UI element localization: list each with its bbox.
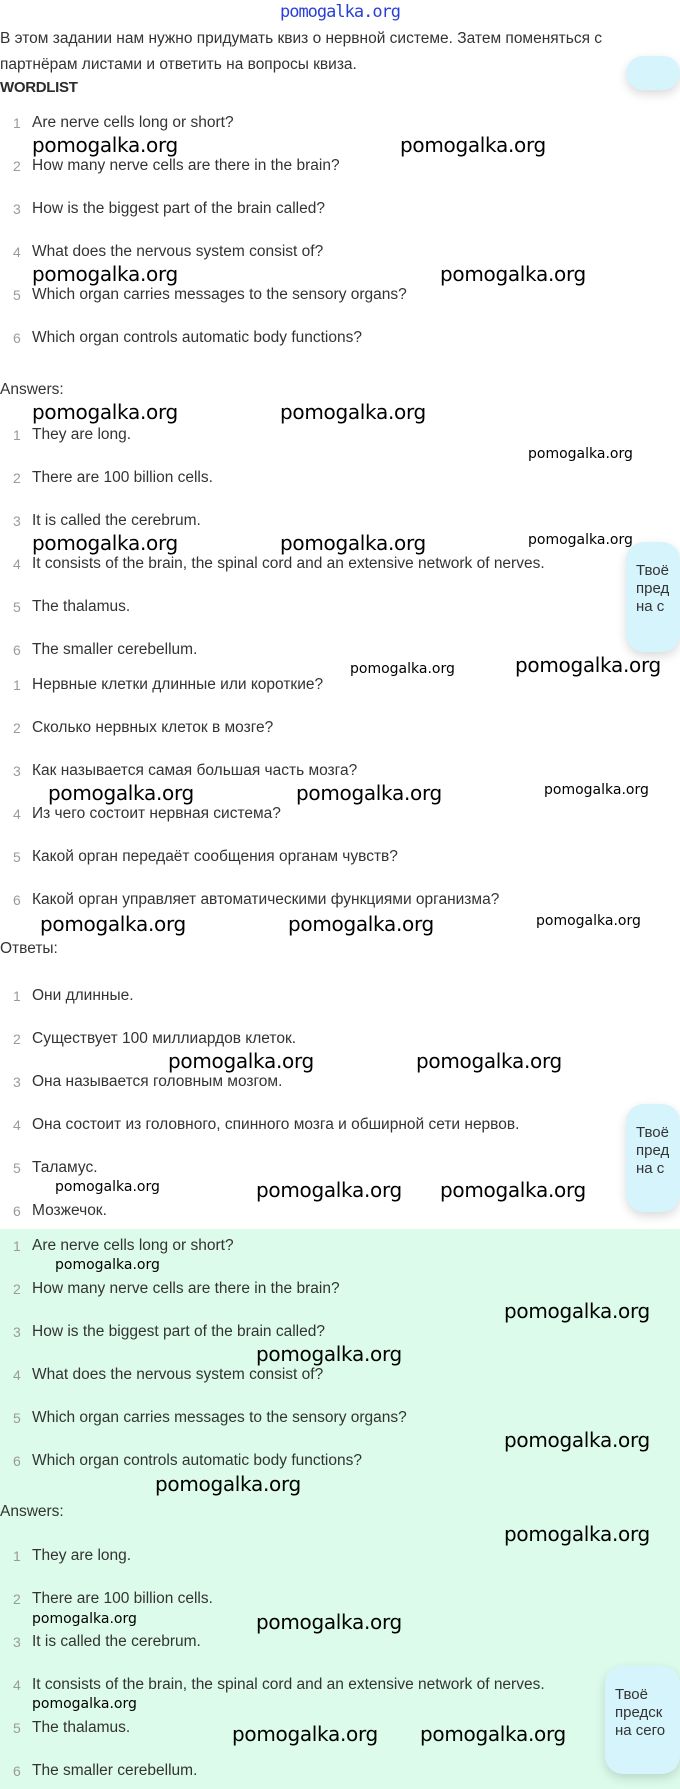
watermark: pomogalka.org	[155, 1472, 301, 1496]
item-number: 2	[13, 720, 21, 736]
item-text: Which organ carries messages to the sensory organs?	[32, 286, 407, 303]
item-text: It is called the cerebrum.	[32, 512, 201, 529]
watermark: pomogalka.org	[420, 1722, 566, 1746]
watermark: pomogalka.org	[48, 781, 194, 805]
item-text: Как называется самая большая часть мозга?	[32, 762, 358, 779]
item-number: 5	[13, 287, 21, 303]
item-text: Какой орган управляет автоматическими функциями организма?	[32, 891, 500, 908]
item-number: 6	[13, 1763, 21, 1779]
watermark: pomogalka.org	[504, 1428, 650, 1452]
watermark: pomogalka.org	[55, 1257, 160, 1273]
item-number: 2	[13, 158, 21, 174]
watermark: pomogalka.org	[32, 531, 178, 555]
watermark: pomogalka.org	[256, 1342, 402, 1366]
site-header-link[interactable]: pomogalka.org	[279, 2, 401, 22]
answers-en-label: Answers:	[0, 381, 64, 398]
watermark: pomogalka.org	[440, 262, 586, 286]
item-text: Нервные клетки длинные или короткие?	[32, 676, 324, 693]
watermark: pomogalka.org	[504, 1522, 650, 1546]
item-text: Таламус.	[32, 1159, 98, 1176]
watermark: pomogalka.org	[440, 1178, 586, 1202]
item-text: The smaller cerebellum.	[32, 1762, 198, 1779]
wordlist-heading: WORDLIST	[0, 79, 78, 96]
watermark: pomogalka.org	[32, 1611, 137, 1627]
bubble-text-line: на сего	[615, 1722, 666, 1739]
watermark: pomogalka.org	[280, 531, 426, 555]
watermark: pomogalka.org	[32, 133, 178, 157]
item-text: Are nerve cells long or short?	[32, 1237, 234, 1254]
watermark: pomogalka.org	[55, 1179, 160, 1195]
item-number: 6	[13, 330, 21, 346]
bubble-text-line: Твоё	[636, 1124, 669, 1141]
answers-en-repeat-label: Answers:	[0, 1503, 64, 1520]
bubble-text-line: пред	[636, 580, 670, 597]
item-number: 1	[13, 988, 21, 1004]
item-text: The smaller cerebellum.	[32, 641, 198, 658]
item-text: Она состоит из головного, спинного мозга и обширной сети нервов.	[32, 1116, 520, 1133]
item-number: 3	[13, 763, 21, 779]
watermark: pomogalka.org	[40, 912, 186, 936]
item-number: 1	[13, 427, 21, 443]
item-number: 2	[13, 1591, 21, 1607]
item-text: Which organ controls automatic body functions?	[32, 1452, 362, 1469]
watermark: pomogalka.org	[528, 446, 633, 462]
item-text: The thalamus.	[32, 1719, 131, 1736]
watermark: pomogalka.org	[416, 1049, 562, 1073]
item-number: 3	[13, 1634, 21, 1650]
item-number: 4	[13, 806, 21, 822]
item-number: 5	[13, 599, 21, 615]
watermark: pomogalka.org	[544, 782, 649, 798]
watermark: pomogalka.org	[256, 1178, 402, 1202]
item-text: They are long.	[32, 1547, 132, 1564]
intro-text: В этом задании нам нужно придумать квиз о нервной системе. Затем поменяться с партнёрам листами и ответить на вопросы квиза.	[0, 30, 603, 73]
bubble-text-line: Твоё	[636, 562, 669, 579]
watermark: pomogalka.org	[32, 1696, 137, 1712]
bubble-text-line: предск	[615, 1704, 663, 1721]
watermark: pomogalka.org	[256, 1610, 402, 1634]
item-number: 2	[13, 1281, 21, 1297]
watermark: pomogalka.org	[350, 661, 455, 677]
item-number: 6	[13, 892, 21, 908]
item-text: How is the biggest part of the brain called?	[32, 1323, 325, 1340]
item-text: It is called the cerebrum.	[32, 1633, 201, 1650]
chat-bubble-top[interactable]	[626, 56, 680, 90]
bubble-text-line: Твоё	[615, 1686, 648, 1703]
item-text: Which organ carries messages to the sensory organs?	[32, 1409, 407, 1426]
watermark: pomogalka.org	[288, 912, 434, 936]
item-number: 3	[13, 1074, 21, 1090]
item-text: Сколько нервных клеток в мозге?	[32, 719, 274, 736]
watermark: pomogalka.org	[504, 1299, 650, 1323]
bubble-text-line: на с	[636, 598, 665, 615]
chat-bubble[interactable]	[626, 1104, 680, 1212]
item-text: Мозжечок.	[32, 1202, 107, 1219]
watermark: pomogalka.org	[32, 262, 178, 286]
item-number: 1	[13, 1548, 21, 1564]
item-number: 4	[13, 1117, 21, 1133]
item-number: 6	[13, 1453, 21, 1469]
item-number: 1	[13, 677, 21, 693]
item-text: What does the nervous system consist of?	[32, 1366, 324, 1383]
item-text: What does the nervous system consist of?	[32, 243, 324, 260]
item-number: 5	[13, 849, 21, 865]
item-text: They are long.	[32, 426, 132, 443]
chat-bubble[interactable]	[605, 1666, 680, 1774]
watermark: pomogalka.org	[168, 1049, 314, 1073]
watermark: pomogalka.org	[528, 532, 633, 548]
item-number: 5	[13, 1160, 21, 1176]
item-number: 3	[13, 513, 21, 529]
item-text: Are nerve cells long or short?	[32, 114, 234, 131]
item-text: How many nerve cells are there in the brain?	[32, 1280, 340, 1297]
watermark: pomogalka.org	[280, 400, 426, 424]
item-number: 4	[13, 244, 21, 260]
item-number: 5	[13, 1720, 21, 1736]
watermark: pomogalka.org	[400, 133, 546, 157]
item-text: Какой орган передаёт сообщения органам чувств?	[32, 848, 398, 865]
item-number: 4	[13, 556, 21, 572]
watermark: pomogalka.org	[515, 653, 661, 677]
item-number: 1	[13, 1238, 21, 1254]
item-text: Which organ controls automatic body functions?	[32, 329, 362, 346]
watermark: pomogalka.org	[232, 1722, 378, 1746]
item-text: The thalamus.	[32, 598, 131, 615]
item-number: 2	[13, 470, 21, 486]
item-text: Существует 100 миллиардов клеток.	[32, 1030, 297, 1047]
item-number: 2	[13, 1031, 21, 1047]
watermark: pomogalka.org	[536, 913, 641, 929]
item-text: It consists of the brain, the spinal cord and an extensive network of nerves.	[32, 1676, 545, 1693]
item-text: It consists of the brain, the spinal cord and an extensive network of nerves.	[32, 555, 545, 572]
item-text: There are 100 billion cells.	[32, 1590, 213, 1607]
item-text: Из чего состоит нервная система?	[32, 805, 281, 822]
item-text: Они длинные.	[32, 987, 134, 1004]
item-number: 4	[13, 1677, 21, 1693]
item-number: 5	[13, 1410, 21, 1426]
item-number: 6	[13, 1203, 21, 1219]
watermark: pomogalka.org	[32, 400, 178, 424]
answers-ru-label: Ответы:	[0, 940, 58, 957]
item-text: How many nerve cells are there in the brain?	[32, 157, 340, 174]
item-number: 4	[13, 1367, 21, 1383]
bubble-text-line: пред	[636, 1142, 670, 1159]
item-number: 1	[13, 115, 21, 131]
item-text: How is the biggest part of the brain called?	[32, 200, 325, 217]
chat-bubble[interactable]	[626, 542, 680, 652]
item-text: There are 100 billion cells.	[32, 469, 213, 486]
item-text: Она называется головным мозгом.	[32, 1073, 283, 1090]
watermark: pomogalka.org	[296, 781, 442, 805]
item-number: 6	[13, 642, 21, 658]
item-number: 3	[13, 1324, 21, 1340]
bubble-text-line: на с	[636, 1160, 665, 1177]
item-number: 3	[13, 201, 21, 217]
